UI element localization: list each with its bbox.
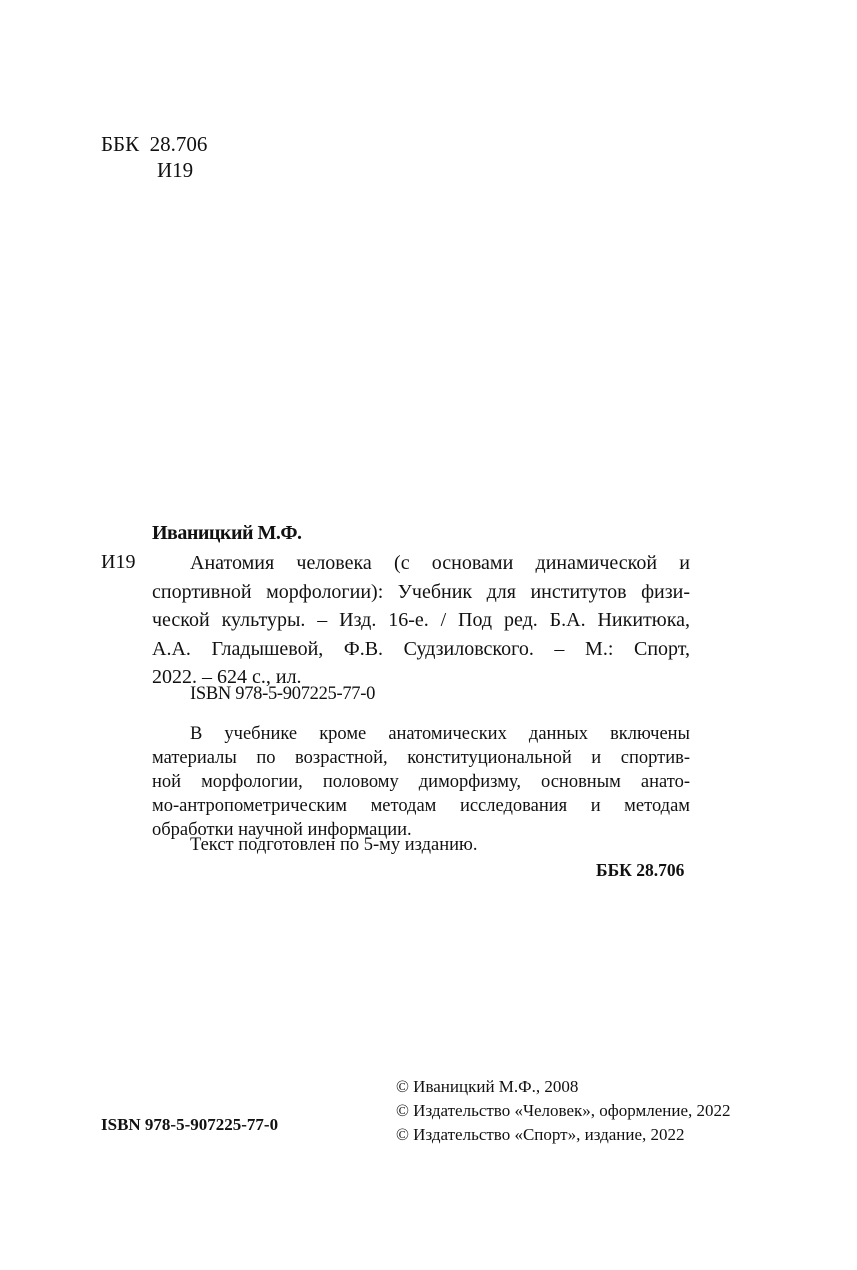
abstract-paragraph xyxy=(152,722,690,842)
abstract-line: мо-антропометрическим методам исследования и методам xyxy=(152,796,690,816)
copyright-line: © Издательство «Человек», оформление, 2022 xyxy=(396,1101,731,1120)
abstract-line: В учебнике кроме анатомических данных включены xyxy=(190,724,690,744)
bibliographic-description xyxy=(152,549,690,692)
copyright-line: © Иваницкий М.Ф., 2008 xyxy=(396,1077,579,1096)
copyright-line: © Издательство «Спорт», издание, 2022 xyxy=(396,1125,685,1144)
bbk-code-right: ББК 28.706 xyxy=(596,860,685,880)
description-line: ческой культуры. – Изд. 16-е. / Под ред. Б.А. Никитюка, xyxy=(152,609,690,631)
copyright-block xyxy=(396,1075,731,1147)
bbk-label: ББК xyxy=(101,132,140,156)
abstract-line: обработки научной информации. xyxy=(152,820,412,840)
description-line: Анатомия человека (с основами динамической и xyxy=(190,552,690,574)
author-mark-top: И19 xyxy=(157,158,194,182)
abstract-line: ной морфологии, половому диморфизму, основным анато- xyxy=(152,772,690,792)
book-author: Иваницкий М.Ф. xyxy=(152,522,302,544)
bbk-classification xyxy=(101,131,207,183)
abstract-line: материалы по возрастной, конституциональной и спортив- xyxy=(152,748,690,768)
description-line: А.А. Гладышевой, Ф.В. Судзиловского. – М.: Спорт, xyxy=(152,637,690,660)
footer-isbn: ISBN 978-5-907225-77-0 xyxy=(101,1115,279,1134)
description-line: спортивной морфологии): Учебник для институтов физи- xyxy=(152,580,690,603)
bbk-code: 28.706 xyxy=(149,132,208,156)
entry-isbn: ISBN 978-5-907225-77-0 xyxy=(190,684,376,704)
edition-note: Текст подготовлен по 5-му изданию. xyxy=(190,835,478,855)
author-mark-entry: И19 xyxy=(101,551,136,573)
description-line: 2022. – 624 с., ил. xyxy=(152,666,302,688)
